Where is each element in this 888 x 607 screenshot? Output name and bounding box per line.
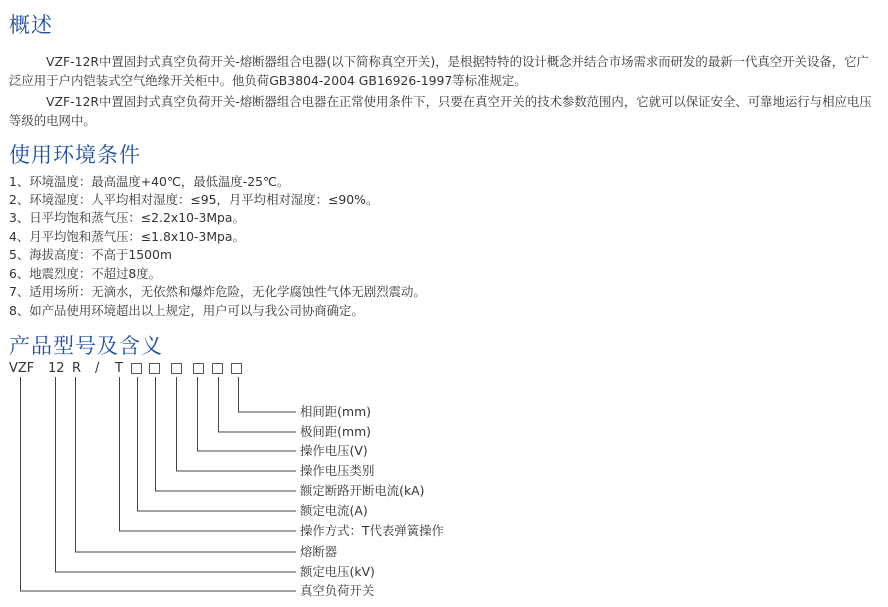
connector-line	[198, 377, 297, 451]
condition-item: 1、环境温度：最高温度+40℃，最低温度-25℃。	[9, 174, 290, 189]
condition-item: 3、日平均饱和蒸气压：≤2.2x10-3Mpa。	[9, 210, 245, 225]
label-breaking-current: 额定断路开断电流(kA)	[300, 483, 425, 498]
connector-line	[56, 377, 297, 572]
condition-item: 5、海拔高度：不高于1500m	[9, 247, 173, 262]
condition-item: 4、月平均饱和蒸气压：≤1.8x10-3Mpa。	[9, 229, 245, 244]
code-voltage: 12	[48, 361, 65, 376]
code-t: T	[115, 361, 123, 376]
connector-line	[21, 377, 297, 591]
connector-line	[76, 377, 297, 552]
label-rated-voltage: 额定电压(kV)	[300, 564, 375, 579]
conditions-heading: 使用环境条件	[9, 143, 141, 167]
model-heading: 产品型号及含义	[9, 334, 163, 358]
label-operating-voltage-type: 操作电压类别	[300, 463, 375, 478]
overview-paragraph-2: VZF-12R中置固封式真空负荷开关-熔断器组合电器在正常使用条件下，只要在真空开关的技术参数范围内，它就可以保证安全、可靠地运行与相应电压等级的电网中。	[9, 94, 872, 128]
label-operation-mode: 操作方式：T代表弹簧操作	[300, 523, 444, 538]
code-r: R	[72, 361, 82, 376]
label-phase-spacing: 相间距(mm)	[300, 404, 371, 419]
overview-paragraph-1: VZF-12R中置固封式真空负荷开关-熔断器组合电器(以下简称真空开关)，是根据特特的设计概念并结合市场需求而研发的最新一代真空开关设备，它广泛应用于户内铠装式空气绝缘开关柜中。他负荷GB3804-2004 GB16926-1997等标准规定。	[9, 54, 869, 88]
overview-heading: 概述	[9, 13, 53, 37]
label-pole-spacing: 极间距(mm)	[300, 424, 371, 439]
condition-item: 8、如产品使用环境超出以上规定，用户可以与我公司协商确定。	[9, 303, 364, 318]
label-vacuum-load-switch: 真空负荷开关	[300, 583, 375, 598]
connector-line	[177, 377, 297, 471]
code-vzf: VZF	[9, 361, 35, 376]
condition-item: 6、地震烈度：不超过8度。	[9, 266, 162, 281]
label-fuse: 熔断器	[300, 544, 338, 559]
condition-item: 7、适用场所：无滴水，无依然和爆炸危险，无化学腐蚀性气体无剧烈震动。	[9, 284, 426, 299]
condition-item: 2、环境湿度：人平均相对湿度：≤95，月平均相对湿度：≤90%。	[9, 192, 379, 207]
label-rated-current: 额定电流(A)	[300, 503, 368, 518]
connector-line	[239, 377, 297, 412]
code-slash: /	[95, 361, 100, 376]
connector-line	[219, 377, 297, 432]
connector-line	[120, 377, 297, 531]
label-operating-voltage: 操作电压(V)	[300, 443, 368, 458]
